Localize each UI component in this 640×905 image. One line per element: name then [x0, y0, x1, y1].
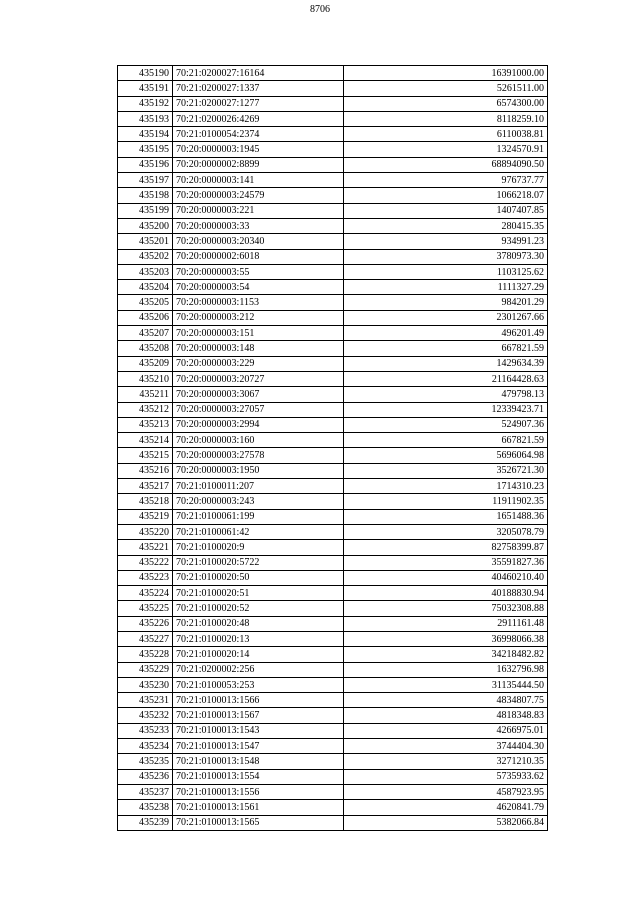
cadastral-value-cell: 3744404.30 [344, 739, 548, 754]
cadastral-value-cell: 40188830.94 [344, 586, 548, 601]
table-row [118, 494, 548, 509]
row-number-cell: 435234 [118, 739, 173, 754]
row-number-cell: 435238 [118, 800, 173, 815]
cadastral-number-cell: 70:20:0000003:20727 [173, 371, 344, 386]
row-number-cell: 435226 [118, 616, 173, 631]
cadastral-value-cell: 934991.23 [344, 234, 548, 249]
row-number-cell: 435198 [118, 188, 173, 203]
table-row [118, 280, 548, 295]
cadastral-value-cell: 984201.29 [344, 295, 548, 310]
row-number-cell: 435217 [118, 479, 173, 494]
page-number: 8706 [310, 4, 330, 15]
cadastral-value-cell: 1632796.98 [344, 662, 548, 677]
table-row [118, 800, 548, 815]
cadastral-value-cell: 82758399.87 [344, 540, 548, 555]
table-row [118, 739, 548, 754]
row-number-cell: 435205 [118, 295, 173, 310]
cadastral-number-cell: 70:21:0100020:50 [173, 570, 344, 585]
table-row [118, 387, 548, 402]
row-number-cell: 435228 [118, 647, 173, 662]
cadastral-value-cell: 68894090.50 [344, 157, 548, 172]
cadastral-number-cell: 70:21:0100020:14 [173, 647, 344, 662]
row-number-cell: 435203 [118, 264, 173, 279]
cadastral-value-cell: 1066218.07 [344, 188, 548, 203]
table-body [118, 66, 548, 831]
cadastral-number-cell: 70:21:0100020:48 [173, 616, 344, 631]
cadastral-value-cell: 496201.49 [344, 326, 548, 341]
row-number-cell: 435215 [118, 448, 173, 463]
cadastral-number-cell: 70:20:0000003:151 [173, 326, 344, 341]
table-row [118, 310, 548, 325]
table-row [118, 218, 548, 233]
cadastral-number-cell: 70:21:0100020:13 [173, 631, 344, 646]
cadastral-number-cell: 70:21:0200026:4269 [173, 111, 344, 126]
cadastral-number-cell: 70:20:0000003:27057 [173, 402, 344, 417]
row-number-cell: 435209 [118, 356, 173, 371]
cadastral-number-cell: 70:20:0000003:212 [173, 310, 344, 325]
cadastral-number-cell: 70:20:0000003:160 [173, 433, 344, 448]
cadastral-value-cell: 3271210.35 [344, 754, 548, 769]
cadastral-number-cell: 70:21:0200027:16164 [173, 66, 344, 81]
table-row [118, 815, 548, 830]
cadastral-number-cell: 70:21:0100011:207 [173, 479, 344, 494]
row-number-cell: 435200 [118, 218, 173, 233]
table-row [118, 127, 548, 142]
row-number-cell: 435207 [118, 326, 173, 341]
row-number-cell: 435224 [118, 586, 173, 601]
cadastral-number-cell: 70:21:0100013:1548 [173, 754, 344, 769]
table-row [118, 142, 548, 157]
row-number-cell: 435213 [118, 417, 173, 432]
cadastral-value-cell: 3526721.30 [344, 463, 548, 478]
cadastral-value-cell: 8118259.10 [344, 111, 548, 126]
table-row [118, 356, 548, 371]
table-row [118, 570, 548, 585]
table-row [118, 723, 548, 738]
table-row [118, 111, 548, 126]
cadastral-number-cell: 70:20:0000003:24579 [173, 188, 344, 203]
row-number-cell: 435210 [118, 371, 173, 386]
cadastral-value-cell: 36998066.38 [344, 631, 548, 646]
cadastral-value-cell: 2911161.48 [344, 616, 548, 631]
cadastral-number-cell: 70:20:0000003:2994 [173, 417, 344, 432]
table-row [118, 616, 548, 631]
cadastral-number-cell: 70:21:0100013:1567 [173, 708, 344, 723]
row-number-cell: 435204 [118, 280, 173, 295]
table-row [118, 662, 548, 677]
cadastral-value-cell: 16391000.00 [344, 66, 548, 81]
cadastral-number-cell: 70:21:0100013:1566 [173, 693, 344, 708]
cadastral-number-cell: 70:21:0100013:1554 [173, 769, 344, 784]
cadastral-value-cell: 35591827.36 [344, 555, 548, 570]
cadastral-value-cell: 5696064.98 [344, 448, 548, 463]
cadastral-number-cell: 70:21:0200002:256 [173, 662, 344, 677]
cadastral-number-cell: 70:21:0100054:2374 [173, 127, 344, 142]
table-row [118, 417, 548, 432]
row-number-cell: 435208 [118, 341, 173, 356]
cadastral-number-cell: 70:20:0000003:229 [173, 356, 344, 371]
table-row [118, 708, 548, 723]
table-row [118, 693, 548, 708]
cadastral-value-cell: 40460210.40 [344, 570, 548, 585]
row-number-cell: 435191 [118, 81, 173, 96]
table-row [118, 631, 548, 646]
table-row [118, 601, 548, 616]
cadastral-value-cell: 3205078.79 [344, 524, 548, 539]
table-row [118, 203, 548, 218]
cadastral-number-cell: 70:20:0000003:1945 [173, 142, 344, 157]
table-row [118, 326, 548, 341]
row-number-cell: 435195 [118, 142, 173, 157]
row-number-cell: 435192 [118, 96, 173, 111]
row-number-cell: 435225 [118, 601, 173, 616]
row-number-cell: 435196 [118, 157, 173, 172]
cadastral-number-cell: 70:20:0000003:54 [173, 280, 344, 295]
cadastral-number-cell: 70:20:0000003:33 [173, 218, 344, 233]
row-number-cell: 435231 [118, 693, 173, 708]
table-row [118, 524, 548, 539]
cadastral-number-cell: 70:20:0000003:148 [173, 341, 344, 356]
cadastral-value-cell: 2301267.66 [344, 310, 548, 325]
cadastral-number-cell: 70:20:0000003:20340 [173, 234, 344, 249]
cadastral-number-cell: 70:20:0000003:243 [173, 494, 344, 509]
cadastral-value-cell: 5261511.00 [344, 81, 548, 96]
row-number-cell: 435230 [118, 677, 173, 692]
cadastral-number-cell: 70:21:0100013:1547 [173, 739, 344, 754]
row-number-cell: 435206 [118, 310, 173, 325]
table-row [118, 784, 548, 799]
row-number-cell: 435236 [118, 769, 173, 784]
row-number-cell: 435239 [118, 815, 173, 830]
cadastral-value-cell: 3780973.30 [344, 249, 548, 264]
table-row [118, 188, 548, 203]
cadastral-value-cell: 6110038.81 [344, 127, 548, 142]
cadastral-number-cell: 70:21:0100061:42 [173, 524, 344, 539]
row-number-cell: 435233 [118, 723, 173, 738]
row-number-cell: 435197 [118, 173, 173, 188]
cadastral-value-cell: 4266975.01 [344, 723, 548, 738]
cadastral-number-cell: 70:20:0000003:141 [173, 173, 344, 188]
table-row [118, 96, 548, 111]
table-row [118, 586, 548, 601]
cadastral-number-cell: 70:20:0000003:3067 [173, 387, 344, 402]
row-number-cell: 435201 [118, 234, 173, 249]
cadastral-number-cell: 70:21:0100020:51 [173, 586, 344, 601]
cadastral-number-cell: 70:20:0000002:8899 [173, 157, 344, 172]
cadastral-number-cell: 70:21:0100020:5722 [173, 555, 344, 570]
table-row [118, 677, 548, 692]
cadastral-value-cell: 4587923.95 [344, 784, 548, 799]
cadastral-value-cell: 1651488.36 [344, 509, 548, 524]
cadastral-number-cell: 70:21:0100020:9 [173, 540, 344, 555]
cadastral-value-cell: 1429634.39 [344, 356, 548, 371]
cadastral-number-cell: 70:21:0100013:1556 [173, 784, 344, 799]
cadastral-number-cell: 70:20:0000003:55 [173, 264, 344, 279]
cadastral-value-cell: 1407407.85 [344, 203, 548, 218]
cadastral-value-cell: 1714310.23 [344, 479, 548, 494]
cadastral-value-cell: 21164428.63 [344, 371, 548, 386]
row-number-cell: 435219 [118, 509, 173, 524]
table-row [118, 769, 548, 784]
cadastral-number-cell: 70:21:0100013:1565 [173, 815, 344, 830]
table-row [118, 448, 548, 463]
cadastral-number-cell: 70:21:0100013:1543 [173, 723, 344, 738]
cadastral-number-cell: 70:20:0000002:6018 [173, 249, 344, 264]
table-row [118, 479, 548, 494]
table-row [118, 433, 548, 448]
row-number-cell: 435232 [118, 708, 173, 723]
table-row [118, 463, 548, 478]
cadastral-value-cell: 11911902.35 [344, 494, 548, 509]
row-number-cell: 435216 [118, 463, 173, 478]
table-row [118, 647, 548, 662]
row-number-cell: 435220 [118, 524, 173, 539]
table-row [118, 234, 548, 249]
cadastral-number-cell: 70:21:0100013:1561 [173, 800, 344, 815]
cadastral-number-cell: 70:20:0000003:1950 [173, 463, 344, 478]
table-row [118, 66, 548, 81]
cadastral-value-cell: 5735933.62 [344, 769, 548, 784]
table-row [118, 81, 548, 96]
table-row [118, 295, 548, 310]
row-number-cell: 435227 [118, 631, 173, 646]
cadastral-value-cell: 667821.59 [344, 341, 548, 356]
table-row [118, 540, 548, 555]
cadastral-value-cell: 31135444.50 [344, 677, 548, 692]
cadastral-value-cell: 1111327.29 [344, 280, 548, 295]
cadastral-value-cell: 5382066.84 [344, 815, 548, 830]
table-row [118, 264, 548, 279]
cadastral-number-cell: 70:20:0000003:1153 [173, 295, 344, 310]
row-number-cell: 435237 [118, 784, 173, 799]
table-row [118, 371, 548, 386]
cadastral-number-cell: 70:21:0200027:1337 [173, 81, 344, 96]
cadastral-number-cell: 70:21:0100061:199 [173, 509, 344, 524]
cadastral-number-cell: 70:20:0000003:27578 [173, 448, 344, 463]
row-number-cell: 435199 [118, 203, 173, 218]
cadastral-number-cell: 70:21:0100053:253 [173, 677, 344, 692]
cadastral-value-cell: 479798.13 [344, 387, 548, 402]
row-number-cell: 435211 [118, 387, 173, 402]
table-row [118, 157, 548, 172]
cadastral-value-cell: 34218482.82 [344, 647, 548, 662]
cadastral-value-cell: 1103125.62 [344, 264, 548, 279]
cadastral-value-cell: 1324570.91 [344, 142, 548, 157]
cadastral-value-cell: 75032308.88 [344, 601, 548, 616]
cadastral-number-cell: 70:21:0100020:52 [173, 601, 344, 616]
row-number-cell: 435223 [118, 570, 173, 585]
row-number-cell: 435193 [118, 111, 173, 126]
row-number-cell: 435221 [118, 540, 173, 555]
row-number-cell: 435190 [118, 66, 173, 81]
table-row [118, 402, 548, 417]
cadastral-value-cell: 280415.35 [344, 218, 548, 233]
cadastral-value-cell: 976737.77 [344, 173, 548, 188]
table-row [118, 341, 548, 356]
row-number-cell: 435218 [118, 494, 173, 509]
cadastral-value-cell: 6574300.00 [344, 96, 548, 111]
row-number-cell: 435202 [118, 249, 173, 264]
row-number-cell: 435214 [118, 433, 173, 448]
table-row [118, 249, 548, 264]
cadastral-value-cell: 524907.36 [344, 417, 548, 432]
cadastral-value-table [117, 65, 548, 831]
row-number-cell: 435222 [118, 555, 173, 570]
cadastral-value-cell: 4818348.83 [344, 708, 548, 723]
cadastral-value-cell: 4834807.75 [344, 693, 548, 708]
row-number-cell: 435194 [118, 127, 173, 142]
cadastral-number-cell: 70:21:0200027:1277 [173, 96, 344, 111]
table-row [118, 173, 548, 188]
table-row [118, 509, 548, 524]
table-row [118, 754, 548, 769]
cadastral-value-cell: 667821.59 [344, 433, 548, 448]
cadastral-value-cell: 12339423.71 [344, 402, 548, 417]
row-number-cell: 435229 [118, 662, 173, 677]
row-number-cell: 435235 [118, 754, 173, 769]
cadastral-value-cell: 4620841.79 [344, 800, 548, 815]
row-number-cell: 435212 [118, 402, 173, 417]
table-row [118, 555, 548, 570]
cadastral-number-cell: 70:20:0000003:221 [173, 203, 344, 218]
